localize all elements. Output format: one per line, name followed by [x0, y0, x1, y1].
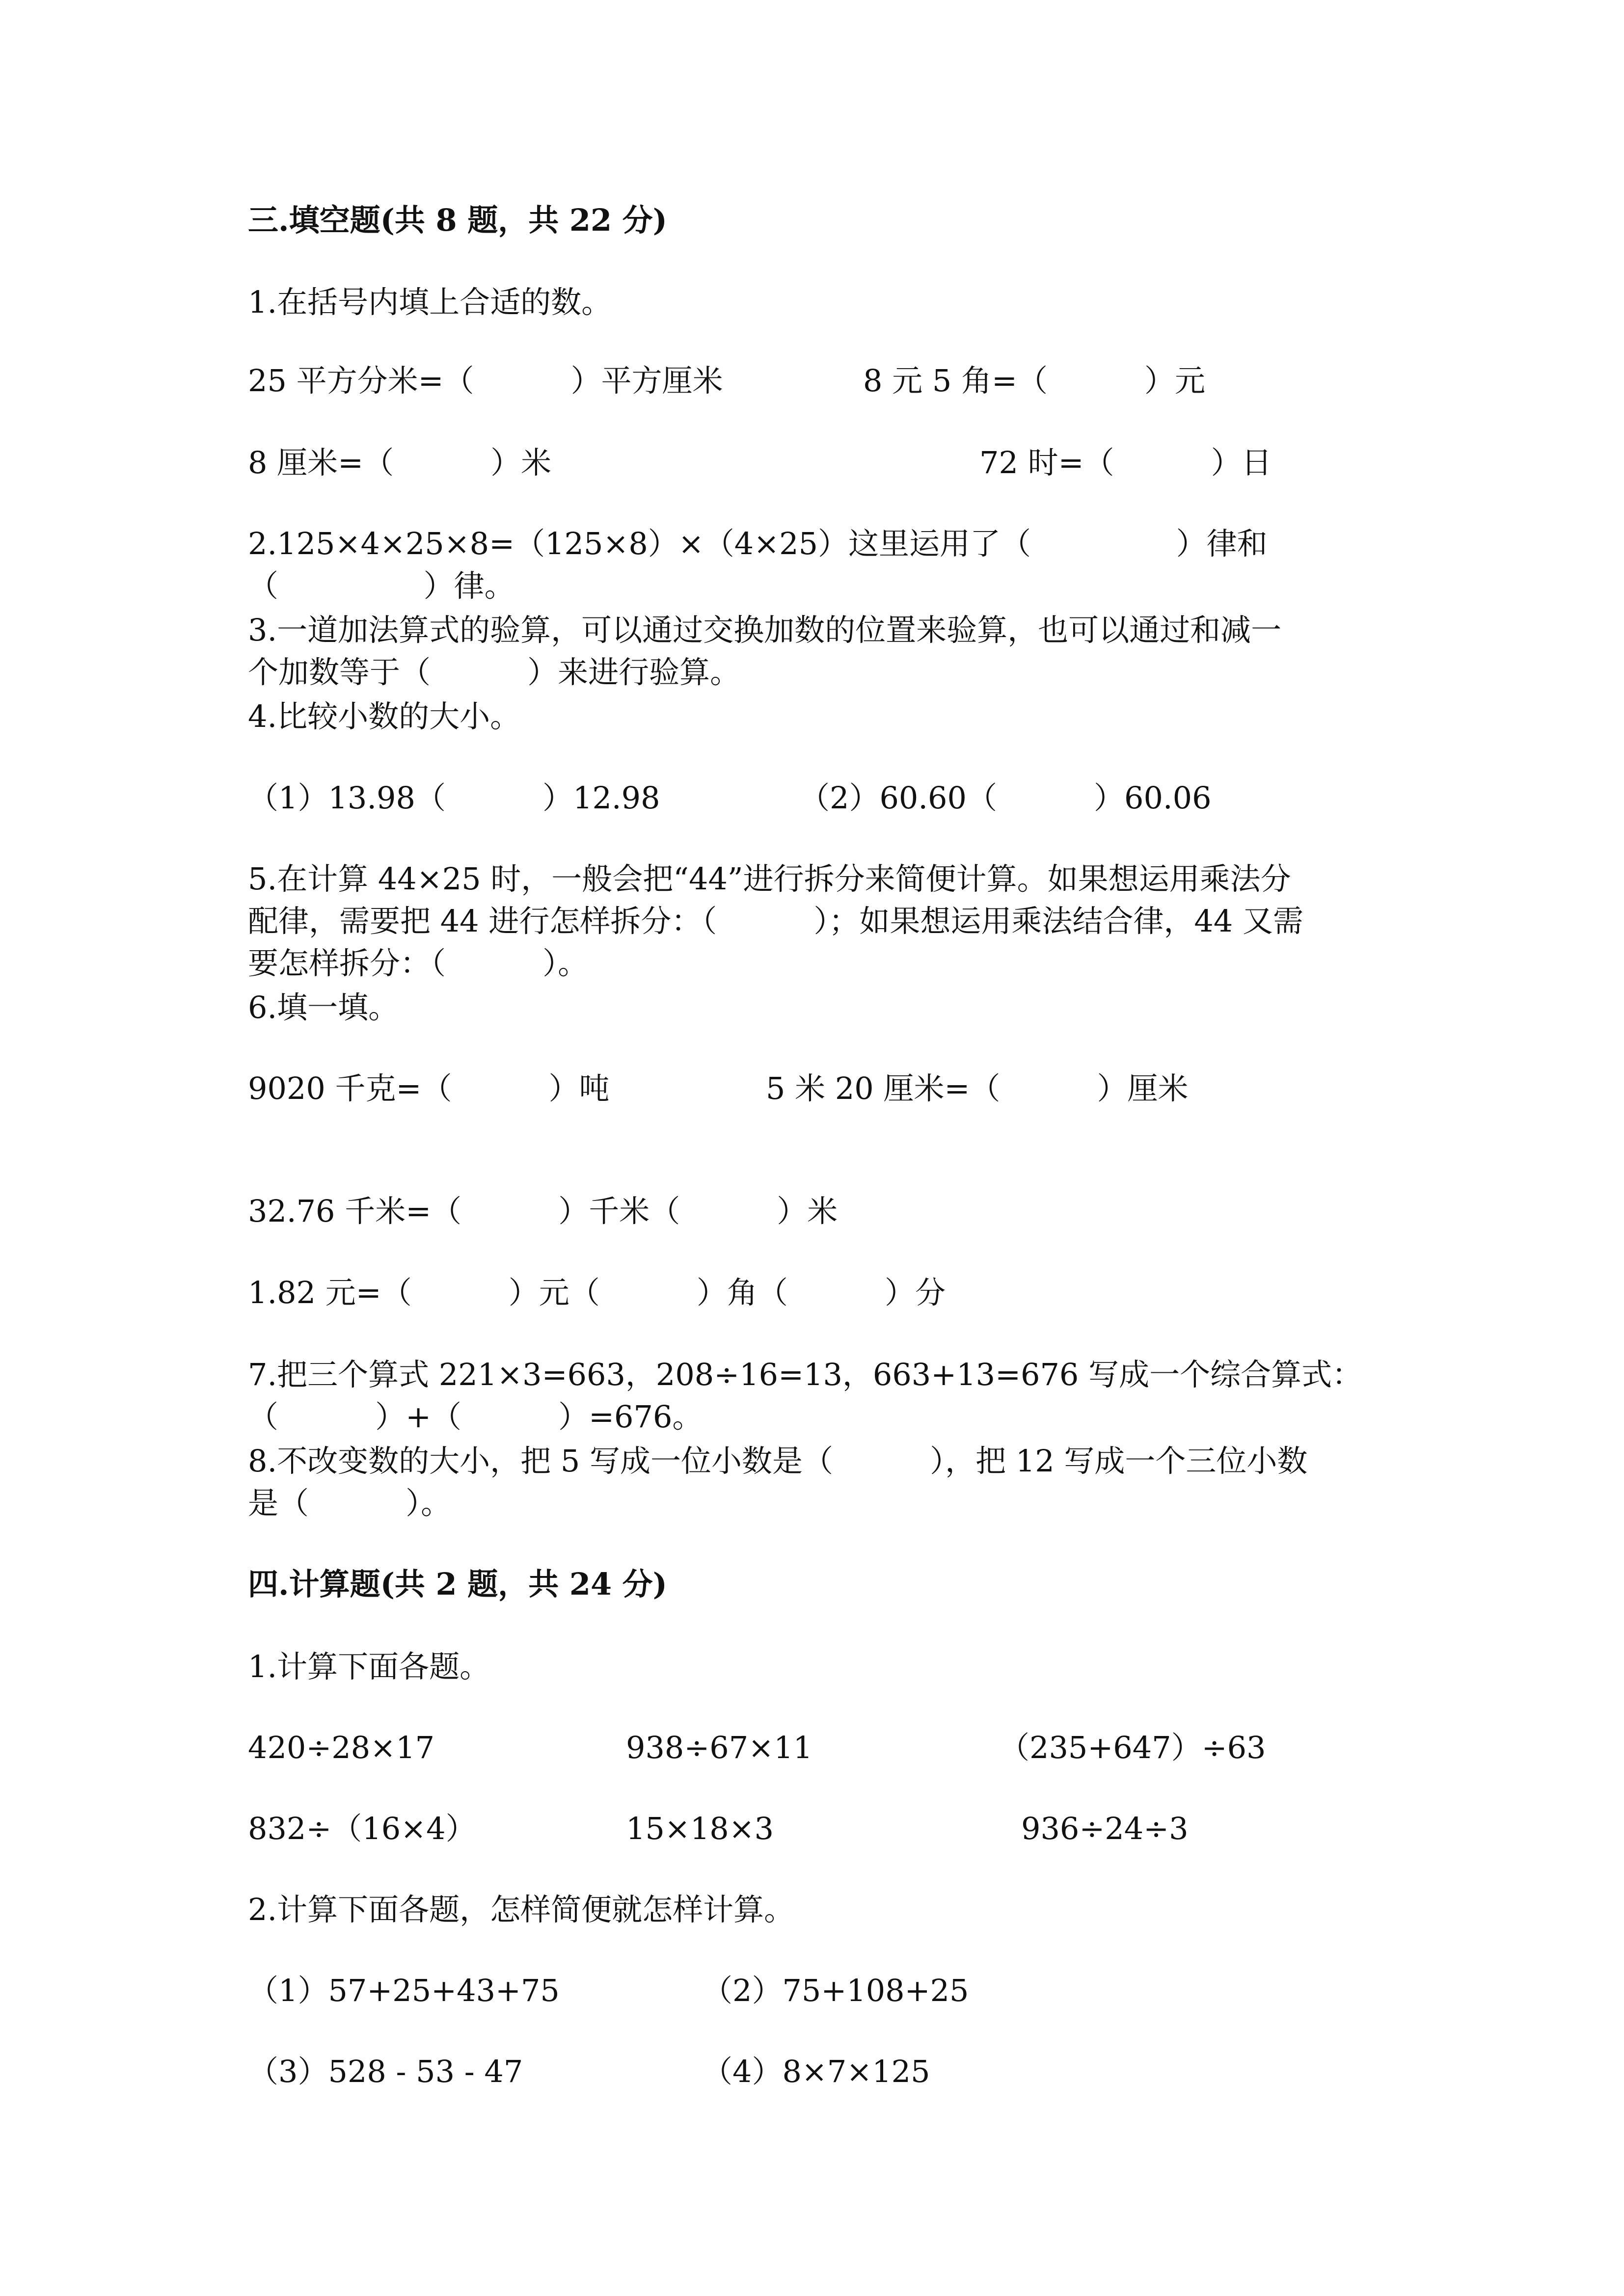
q4-left: （1）13.98（ ）12.98: [248, 780, 660, 816]
calc1-r1c2: 938÷67×11: [626, 1730, 813, 1765]
calc1-r2c3: 936÷24÷3: [1021, 1811, 1189, 1846]
q1-row2-right: 72 时=（ ）日: [979, 445, 1272, 481]
q5-line3: 要怎样拆分：（ ）。: [248, 945, 589, 981]
q2-line2: （ ）律。: [248, 568, 515, 604]
q4-prompt-text: 4.比较小数的大小。: [248, 698, 521, 734]
calc2-prompt: 2.计算下面各题，怎样简便就怎样计算。: [248, 1892, 795, 1927]
calc2-r1c2: （2）75+108+25: [702, 1973, 969, 2008]
section-3-title: 三.填空题(共 8 题，共 22 分): [248, 202, 668, 238]
calc2-r1c1: （1）57+25+43+75: [248, 1973, 560, 2008]
q1-prompt: 1.在括号内填上合适的数。: [248, 284, 612, 320]
q5-line1: 5.在计算 44×25 时，一般会把“44”进行拆分来简便计算。如果想运用乘法分: [248, 861, 1291, 897]
section-4-title: 四.计算题(共 2 题，共 24 分): [248, 1566, 668, 1602]
q3-line2: 个加数等于（ ）来进行验算。: [248, 654, 741, 690]
q2-line1: 2.125×4×25×8=（125×8）×（4×25）这里运用了（ ）律和: [248, 526, 1268, 561]
calc2-r2c2: （4）8×7×125: [702, 2054, 930, 2089]
q5-line2: 配律，需要把 44 进行怎样拆分：（ ）；如果想运用乘法结合律，44 又需: [248, 903, 1303, 939]
q1-row1-right: 8 元 5 角=（ ）元: [863, 363, 1206, 399]
calc1-r1c1: 420÷28×17: [248, 1730, 435, 1765]
q6-row1-right: 5 米 20 厘米=（ ）厘米: [766, 1070, 1189, 1106]
calc1-r1c3: （235+647）÷63: [999, 1730, 1266, 1765]
q6-row3: 1.82 元=（ ）元（ ）角（ ）分: [248, 1275, 946, 1310]
q6-row1-left: 9020 千克=（ ）吨: [248, 1070, 610, 1106]
calc1-r2c2: 15×18×3: [626, 1811, 774, 1846]
q4-right: （2）60.60（ ）60.06: [799, 780, 1212, 816]
q1-row1-left: 25 平方分米=（ ）平方厘米: [248, 363, 723, 399]
q1-row2-left: 8 厘米=（ ）米: [248, 445, 552, 481]
q6-prompt: 6.填一填。: [248, 989, 399, 1025]
calc1-r2c1: 832÷（16×4）: [248, 1811, 476, 1846]
calc1-prompt: 1.计算下面各题。: [248, 1649, 490, 1684]
q8-line1: 8.不改变数的大小，把 5 写成一位小数是（ ），把 12 写成一个三位小数: [248, 1443, 1308, 1479]
q7-line1: 7.把三个算式 221×3=663，208÷16=13，663+13=676 写成一个综合算式：: [248, 1357, 1363, 1392]
calc2-r2c1: （3）528 - 53 - 47: [248, 2054, 523, 2089]
q8-line2: 是（ ）。: [248, 1485, 452, 1521]
q6-row2: 32.76 千米=（ ）千米（ ）米: [248, 1193, 838, 1229]
q7-line2: （ ）+（ ）=676。: [248, 1399, 703, 1435]
q3-line1: 3.一道加法算式的验算，可以通过交换加数的位置来验算，也可以通过和减一: [248, 612, 1282, 648]
